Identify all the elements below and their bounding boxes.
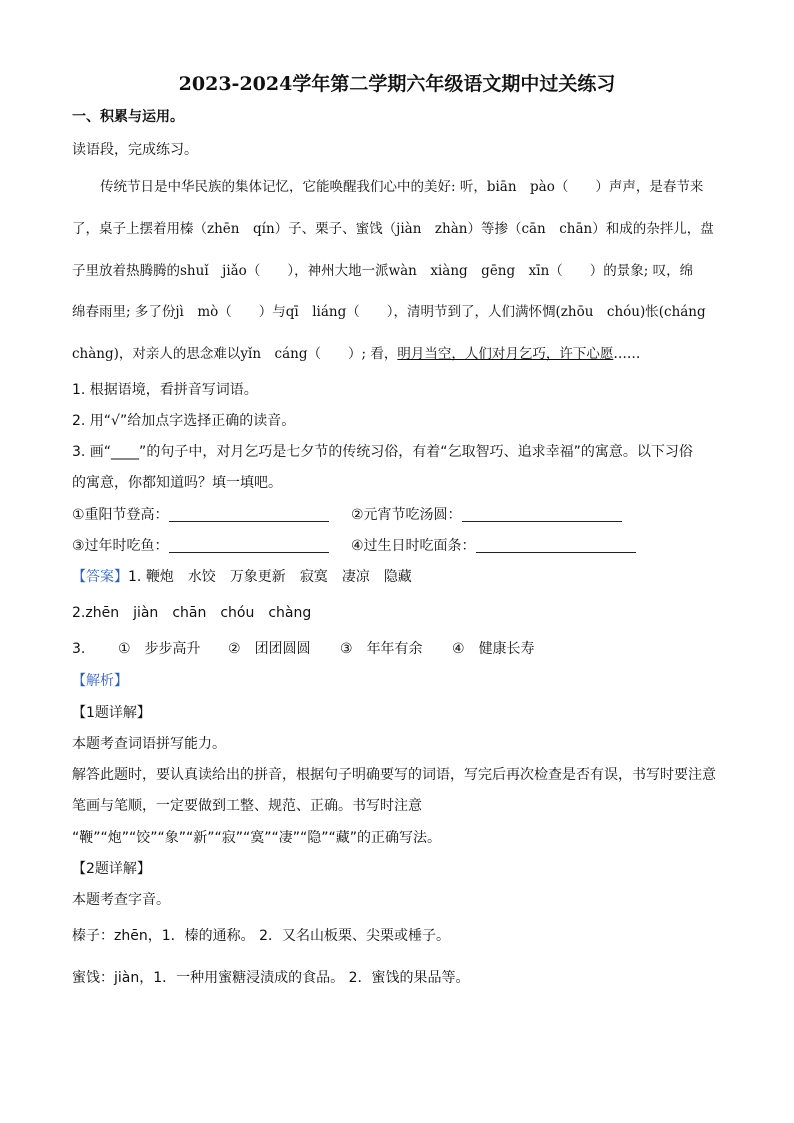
answer-label: 【答案】	[72, 569, 128, 585]
passage-ellipsis: ……	[613, 346, 641, 362]
answer-word: 万象更新	[229, 569, 286, 585]
question-3-line-1: 3. 画“____”的句子中，对月乞巧是七夕节的传统习俗，有着“乞取智巧、追求幸福”的寓意。以下习俗	[72, 444, 693, 460]
pinyin-answer: chóu	[220, 605, 255, 621]
answer-3-item-4: ④ 健康长寿	[452, 641, 535, 657]
detail-2-line-2: 榛子：zhēn，1．榛的通称。 2．又名山板栗、尖栗或棰子。	[72, 928, 450, 944]
detail-1-line-3: 笔画与笔顺，一定要做到工整、规范、正确。书写时注意	[72, 798, 422, 814]
page-title: 2023-2024学年第二学期六年级语文期中过关练习	[178, 73, 616, 95]
passage-line-2: 了，桌子上摆着用榛（zhēn qín）子、栗子、蜜饯（jiàn zhàn）等掺（cān chān）和成的杂拌儿，盘	[72, 221, 714, 237]
answer-word: 寂寞	[299, 569, 328, 585]
section-heading: 一、积累与运用。	[72, 109, 184, 125]
detail-1-line-2: 解答此题时，要认真读给出的拼音，根据句子明确要写的词语，写完后再次检查是否有误，书写时要注意	[72, 767, 716, 783]
question-3-line-2: 的寓意，你都知道吗？填一填吧。	[72, 475, 282, 491]
fill-item-b	[351, 506, 622, 524]
answer-word: 凄凉	[341, 569, 370, 585]
fill-item-c	[72, 537, 329, 555]
answer-word: 水饺	[187, 569, 216, 585]
instruction-text: 读语段，完成练习。	[72, 142, 198, 158]
fill-item-d	[351, 537, 636, 555]
answer-line-1	[72, 568, 412, 586]
answer-3-number: 3.	[72, 641, 86, 657]
analysis-label: 【解析】	[72, 673, 128, 689]
detail-2-heading: 【2题详解】	[72, 861, 151, 877]
fill-blank-c[interactable]	[169, 538, 329, 553]
passage-line-1: 传统节日是中华民族的集体记忆，它能唤醒我们心中的美好: 听，biān pào（ ）声声，是春节来	[100, 179, 704, 195]
fill-blank-a[interactable]	[169, 507, 329, 522]
answer-3-item-3: ③ 年年有余	[340, 641, 423, 657]
pinyin-answer: jiàn	[133, 605, 159, 621]
detail-1-line-1: 本题考查词语拼写能力。	[72, 736, 226, 752]
pinyin-answer: chàng	[268, 605, 312, 621]
passage-line-4: 绵春雨里; 多了份jì mò（ ）与qī liáng（ ），清明节到了，人们满怀惆(zhōu chóu)怅(cháng	[72, 304, 706, 320]
fill-blank-b[interactable]	[462, 507, 622, 522]
passage-line-5-start: chàng)，对亲人的思念难以yǐn cáng（ ）; 看，	[72, 346, 398, 362]
fill-blank-d[interactable]	[476, 538, 636, 553]
pinyin-answer: zhēn	[85, 605, 120, 621]
answer-3-item-1: ① 步步高升	[118, 641, 201, 657]
question-1: 1. 根据语境，看拼音写词语。	[72, 382, 258, 398]
fill-item-a	[72, 506, 329, 524]
fill-label-c: ③过年时吃鱼：	[72, 538, 169, 554]
answer-word: 隐藏	[383, 569, 412, 585]
answer-2-number: 2.	[72, 605, 86, 621]
answer-line-2	[72, 604, 311, 622]
detail-2-line-1: 本题考查字音。	[72, 892, 170, 908]
underlined-sentence: 明月当空，人们对月乞巧，许下心愿	[397, 346, 614, 362]
detail-1-heading: 【1题详解】	[72, 705, 151, 721]
answer-word: 鞭炮	[145, 569, 174, 585]
passage-line-5	[72, 345, 722, 363]
fill-label-b: ②元宵节吃汤圆：	[351, 507, 462, 523]
answer-1-number: 1.	[128, 569, 142, 585]
detail-2-line-3: 蜜饯：jiàn，1．一种用蜜糖浸渍成的食品。 2．蜜饯的果品等。	[72, 970, 470, 986]
detail-1-line-4: “鞭”“炮”“饺”“象”“新”“寂”“寞”“凄”“隐”“藏”的正确写法。	[72, 830, 442, 846]
passage-line-3: 子里放着热腾腾的shuǐ jiǎo（ ），神州大地一派wàn xiàng gēng xīn（ ）的景象; 叹，绵	[72, 263, 694, 279]
fill-label-a: ①重阳节登高：	[72, 507, 169, 523]
question-2: 2. 用“√”给加点字选择正确的读音。	[72, 413, 296, 429]
answer-3-item-2: ② 团团圆圆	[228, 641, 311, 657]
pinyin-answer: chān	[172, 605, 207, 621]
fill-label-d: ④过生日时吃面条：	[351, 538, 476, 554]
